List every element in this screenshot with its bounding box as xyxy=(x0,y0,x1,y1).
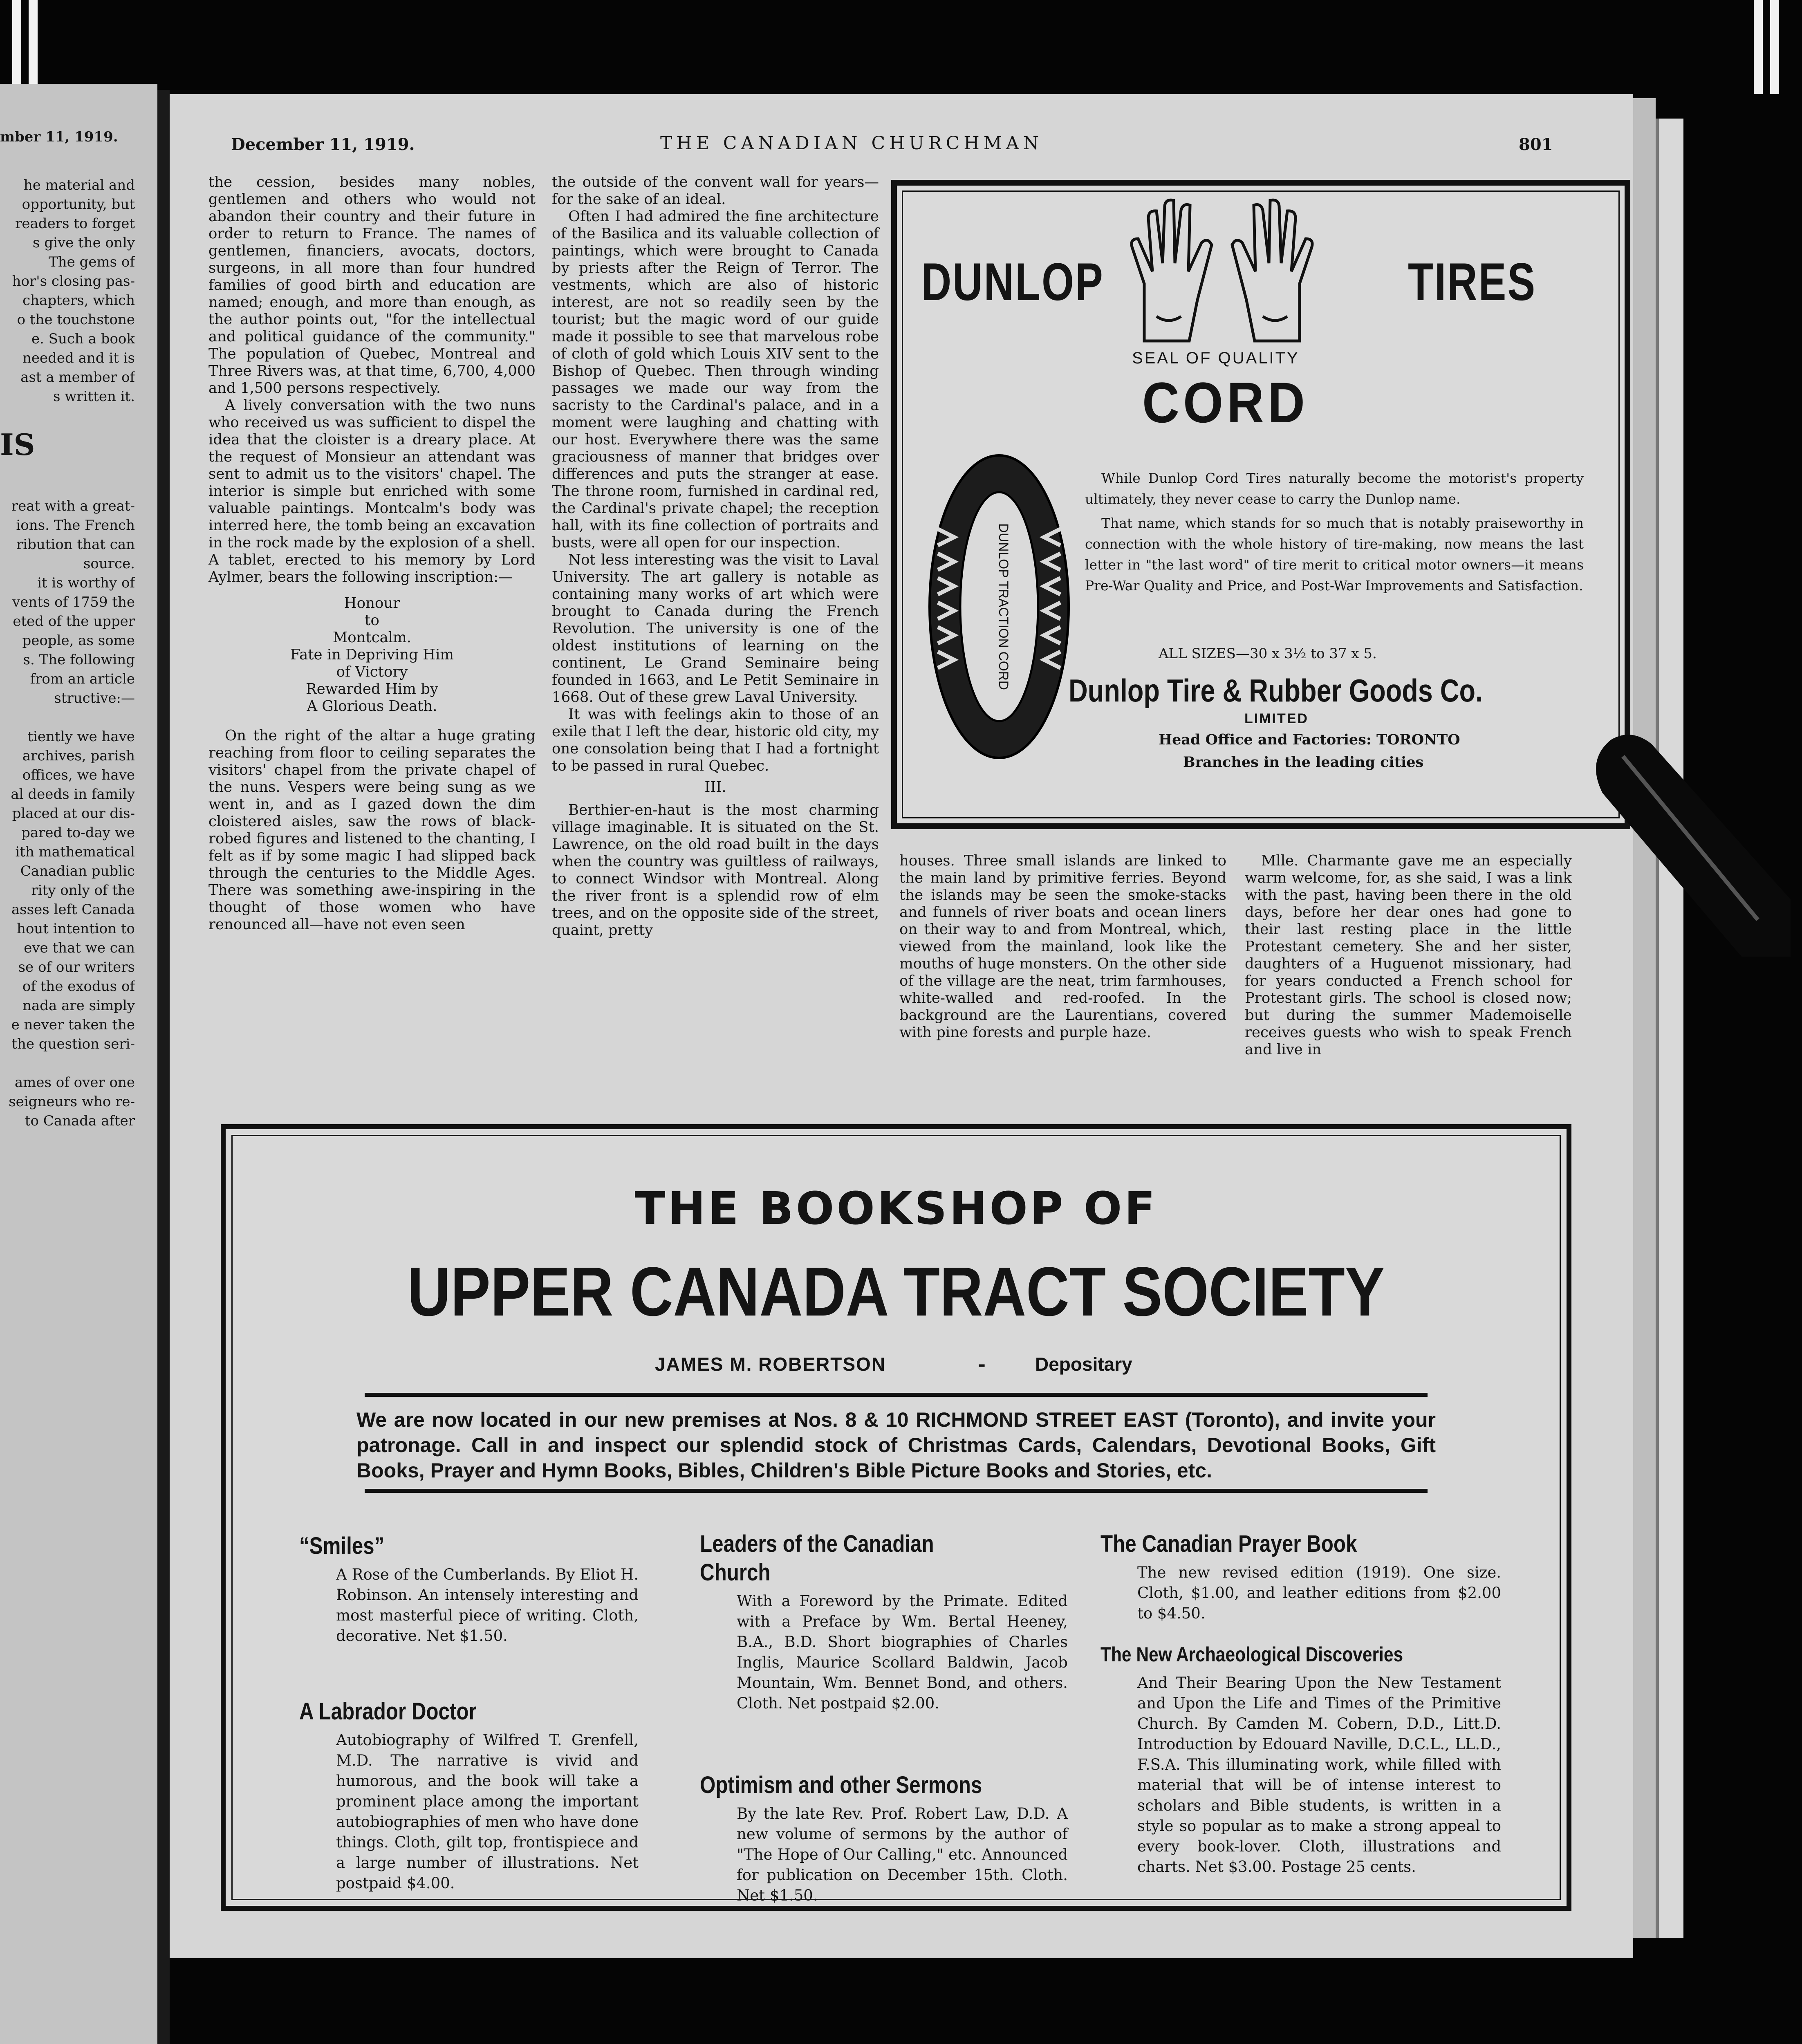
book-description: With a Foreword by the Primate. Edited with a Preface by Wm. Bertal Heeney, B.A., B.D. Short biographies of Charles Inglis, Maurice Scollard Baldwin, Jacob Mountain, Wm. Bennet Bond, and others. Cloth. Net postpaid $2.00. xyxy=(737,1592,1068,1712)
text-line: hout intention to xyxy=(16,921,135,937)
left-page-top-text xyxy=(0,176,135,406)
tire-illustration xyxy=(921,447,1077,766)
book-listing xyxy=(299,1532,639,1646)
book-listing xyxy=(700,1530,1068,1714)
inscription xyxy=(208,595,536,715)
text-line: to Canada after xyxy=(25,1113,135,1129)
depositary-label: Depositary xyxy=(1035,1354,1132,1375)
inscription-line: Montcalm. xyxy=(332,629,412,646)
text-line: needed and it is xyxy=(22,350,135,366)
book-listing xyxy=(299,1697,639,1894)
book-title: Leaders of the Canadian Church xyxy=(700,1531,934,1586)
pen-object xyxy=(1578,728,1802,973)
book-title: “Smiles” xyxy=(299,1533,385,1559)
dunlop-tires-ad xyxy=(891,180,1630,829)
text-line: ames of over one xyxy=(14,1074,135,1091)
page-edge xyxy=(1633,98,1656,1938)
inscription-line: to xyxy=(365,612,379,629)
article-paragraph: A lively conversation with the two nuns who received us was sufficient to dispel the idea that the cloister is a dreary place. At the request of Monsieur an attendant was sent to admit us to the visitors' chapel. The interior is simple but enriched with some valuable paintings. Montcalm's body was interred here, the tomb being an excavation in the rock made by the explosion of a shell. A tablet, erected to his memory by Lord Aylmer, bears the following inscription:— xyxy=(208,397,536,585)
text-line: pared to-day we xyxy=(21,825,135,841)
text-line: ions. The French xyxy=(16,517,135,533)
book-title: The Canadian Prayer Book xyxy=(1100,1531,1357,1557)
article-paragraph: Berthier-en-haut is the most charming village imaginable. It is situated on the St. Lawrence, on the old road built in the days when the country was guiltless of railways, to connect Windsor with Montreal. Along the river front is a splendid row of elm trees, and on the opposite side of the street, quaint, pretty xyxy=(552,802,879,939)
text-line: opportunity, but xyxy=(22,196,135,213)
text-line: asses left Canada xyxy=(11,901,135,918)
bookshop-title: THE BOOKSHOP OF xyxy=(634,1182,1158,1235)
text-line: he material and xyxy=(23,177,135,193)
ad-paragraph: That name, which stands for so much that is notably praiseworthy in connection with the whole history of tire-making, now means the last letter in "the last word" of tire merit to critical motor owners—it means Pre-War Quality and Price, and Post-War Improvements and Satisfaction. xyxy=(1085,515,1584,594)
text-line: s give the only xyxy=(33,235,135,251)
article-paragraph: It was with feelings akin to those of an exile that I left the dear, historic old city, my one consolation being that I had a fortnight to be passed in rural Quebec. xyxy=(552,706,879,774)
article-column-3 xyxy=(899,852,1226,1041)
tire-sizes: ALL SIZES—30 x 3½ to 37 x 5. xyxy=(1159,645,1377,662)
inscription-line: A Glorious Death. xyxy=(307,698,437,715)
text-line: seigneurs who re- xyxy=(9,1094,135,1110)
text-line: from an article xyxy=(30,671,135,687)
text-line: e never taken the xyxy=(11,1017,135,1033)
cord-heading: CORD xyxy=(1142,370,1309,435)
text-line: of the exodus of xyxy=(22,978,135,995)
article-paragraph: Often I had admired the fine architecture of the Basilica and its valuable collection of paintings, which were brought to Canada by priests after the Reign of Terror. The vestments, which are also of historic interest, are not so readily seen by the tourist; but the magic word of our guide made it possible to see that marvelous robe of cloth of gold which Louis XIV sent to the Bishop of Quebec. Then through winding passages we made our way from the sacristy to the Cardinal's palace, and in a moment were laughing and chatting with our host. Everywhere there was the same graciousness of manner that bridges over differences and puts the stranger at ease. The throne room, furnished in cardinal red, the Cardinal's private chapel; the reception hall, with its fine collection of portraits and busts, were all open for our inspection. xyxy=(552,208,879,551)
text-line: reat with a great- xyxy=(11,498,135,514)
book-description: A Rose of the Cumberlands. By Eliot H. Robinson. An intensely interesting and most masterful piece of writing. Cloth, decorative. Net $1.50. xyxy=(336,1566,639,1645)
book-description: And Their Bearing Upon the New Testament and Upon the Life and Times of the Primitive Church. By Camden M. Cobern, D.D., Litt.D. Introduction by Edouard Naville, D.C.L., LL.D., F.S.A. This illuminating work, while filled with material that will be of intense interest to scholars and Bible students, is written in a style so popular as to make a strong appeal to every book-lover. Cloth, illustrations and charts. Net $3.00. Postage 25 cents. xyxy=(1137,1674,1501,1876)
inscription-line: Rewarded Him by xyxy=(305,681,439,697)
book-listing xyxy=(1100,1530,1501,1624)
text-line: rity only of the xyxy=(31,882,135,899)
article-paragraph: On the right of the altar a huge grating reaching from floor to ceiling separates the visitors' chapel from the private chapel of the nuns. Vespers were being sung as we went in, and as I gazed down the dim cloistered aisles, saw the rows of black-robed figures and listened to the chanting, I felt as if by some magic I had slipped back through the centuries to the Middle Ages. There was something awe-inspiring in the thought of those women who have renounced all—have not even seen xyxy=(208,727,536,933)
bookshop-ad xyxy=(221,1124,1571,1911)
page-gutter xyxy=(157,90,170,2044)
ad-paragraph: While Dunlop Cord Tires naturally become the motorist's property ultimately, they never cease to carry the Dunlop name. xyxy=(1085,470,1584,507)
article-paragraph: Mlle. Charmante gave me an especially warm welcome, for, as she said, I was a link with the past, having been there in the old days, before her dear ones had gone to their last resting place in the little Protestant cemetery. She and her sister, daughters of a Huguenot missionary, had for years conducted a French school for Protestant girls. The school is closed now; but during the summer Mademoiselle receives guests who wish to speak French and live in xyxy=(1245,852,1572,1058)
article-column-4 xyxy=(1245,852,1572,1058)
text-line: archives, parish xyxy=(22,748,135,764)
seal-of-quality: SEAL OF QUALITY xyxy=(1132,349,1300,367)
text-line xyxy=(0,708,135,727)
text-line: eve that we can xyxy=(24,940,135,956)
text-line: e. Such a book xyxy=(31,331,135,347)
divider-rule xyxy=(365,1489,1428,1493)
text-line: al deeds in family xyxy=(11,786,135,802)
article-paragraph: the cession, besides many nobles, gentlemen and others who would not abandon their country and their future in order to return to France. The names of gentlemen, financiers, avocats, doctors, surgeons, in all more than four hundred families of good birth and education are named; enough, and more than enough, as the author points out, "for the intellectual and political guidance of the community." The population of Quebec, Montreal and Three Rivers was, at that time, 6,700, 4,000 and 1,500 persons respectively. xyxy=(208,174,536,397)
film-sprocket xyxy=(12,0,21,94)
article-paragraph: Not less interesting was the visit to Laval University. The art gallery is notable as containing many works of art which were brought to Canada during the French Revolution. The university is one of the oldest institutions of learning on the continent, Le Grand Seminaire being founded in 1663, and Le Petit Seminaire in 1668. Out of these grew Laval University. xyxy=(552,551,879,706)
separator-dash: - xyxy=(978,1353,986,1375)
text-line: ast a member of xyxy=(20,369,135,385)
text-line: Canadian public xyxy=(20,863,135,879)
tire-sidewall-text: DUNLOP TRACTION CORD xyxy=(996,523,1011,690)
text-line: hor's closing pas- xyxy=(12,273,135,289)
inscription-line: of Victory xyxy=(336,663,408,680)
text-line: the question seri- xyxy=(11,1036,135,1052)
text-line: s written it. xyxy=(53,388,135,405)
text-line: source. xyxy=(83,556,135,572)
text-line: it is worthy of xyxy=(37,575,135,591)
section-number: III. xyxy=(704,779,726,796)
ad-body xyxy=(1085,468,1584,599)
text-line: The gems of xyxy=(49,254,135,270)
manager-name: JAMES M. ROBERTSON xyxy=(655,1354,886,1375)
text-line: tiently we have xyxy=(27,728,135,745)
text-line: people, as some xyxy=(22,632,135,649)
left-facing-page xyxy=(0,84,157,2044)
book-title: A Labrador Doctor xyxy=(299,1698,477,1725)
article-column-1 xyxy=(208,174,536,933)
book-description: By the late Rev. Prof. Robert Law, D.D. A new volume of sermons by the author of "The Hope of Our Calling," etc. Announced for publication on December 15th. Cloth. Net $1.50. xyxy=(737,1805,1068,1904)
article-paragraph: the outside of the convent wall for years—for the sake of an ideal. xyxy=(552,174,879,208)
book-description: The new revised edition (1919). One size. Cloth, $1.00, and leather editions from $2.00 to $4.50. xyxy=(1137,1564,1501,1622)
book-description: Autobiography of Wilfred T. Grenfell, M.D. The narrative is vivid and humorous, and the book will take a prominent place among the important autobiographies of men who have done things. Cloth, gilt top, frontispiece and a large number of illustrations. Net postpaid $4.00. xyxy=(336,1731,639,1892)
text-line: se of our writers xyxy=(18,959,135,975)
film-sprocket xyxy=(29,0,38,94)
text-line: structive:— xyxy=(54,690,135,706)
book-title: The New Archaeological Discoveries xyxy=(1100,1643,1403,1666)
film-sprocket xyxy=(1754,0,1763,94)
text-line: eted of the upper xyxy=(13,613,135,630)
text-line: ith mathematical xyxy=(15,844,135,860)
text-line: nada are simply xyxy=(22,997,135,1014)
text-line: chapters, which xyxy=(22,292,135,309)
left-page-body-text xyxy=(0,497,135,1131)
inscription-line: Honour xyxy=(344,595,400,612)
newspaper-page xyxy=(170,94,1633,1958)
publication-title: THE CANADIAN CHURCHMAN xyxy=(660,133,1043,154)
book-listing xyxy=(700,1771,1068,1906)
society-name: UPPER CANADA TRACT SOCIETY xyxy=(407,1253,1385,1331)
text-line: s. The following xyxy=(23,652,135,668)
bookshop-intro: We are now located in our new premises at Nos. 8 & 10 RICHMOND STREET EAST (Toronto), and invite your patronage. Call in and inspect our splendid stock of Christmas Cards, Calendars, Devotional Books, Gift Books, Prayer and Hymn Books, Bibles, Children's Bible Picture Books and Stories, etc. xyxy=(356,1408,1436,1482)
article-paragraph: houses. Three small islands are linked to the main land by primitive ferries. Beyond the islands may be seen the smoke-stacks and funnels of river boats and ocean liners on their way to and from Montreal, which, viewed from the mainland, look like the mouths of huge monsters. On the other side of the village are the neat, trim farmhouses, white-walled and red-roofed. In the background are the Laurentians, covered with pine forests and purple haze. xyxy=(899,852,1226,1041)
branches: Branches in the leading cities xyxy=(1183,754,1424,771)
company-name: Dunlop Tire & Rubber Goods Co. xyxy=(1069,672,1483,708)
ad-brand-word: DUNLOP xyxy=(921,252,1104,312)
left-page-heading: IS xyxy=(0,427,35,462)
page-date: December 11, 1919. xyxy=(231,135,415,154)
head-office: Head Office and Factories: TORONTO xyxy=(1159,731,1460,748)
binder-edge xyxy=(1656,119,1683,1938)
text-line: placed at our dis- xyxy=(12,805,135,822)
ad-brand-word: TIRES xyxy=(1408,252,1537,312)
text-line xyxy=(0,1054,135,1073)
text-line: ribution that can xyxy=(16,536,135,553)
company-limited: LIMITED xyxy=(1244,711,1309,726)
page-number: 801 xyxy=(1519,135,1553,154)
text-line: o the touchstone xyxy=(17,312,135,328)
hands-seal-icon xyxy=(1120,194,1324,349)
text-line: readers to forget xyxy=(15,215,135,232)
text-line: offices, we have xyxy=(22,767,135,783)
article-column-2 xyxy=(552,174,879,939)
inscription-line: Fate in Depriving Him xyxy=(290,646,454,663)
left-page-header: mber 11, 1919. xyxy=(0,129,118,145)
book-title: Optimism and other Sermons xyxy=(700,1772,982,1798)
book-listing xyxy=(1100,1640,1501,1877)
divider-rule xyxy=(365,1393,1428,1397)
text-line: vents of 1759 the xyxy=(12,594,135,610)
film-sprocket xyxy=(1770,0,1779,94)
